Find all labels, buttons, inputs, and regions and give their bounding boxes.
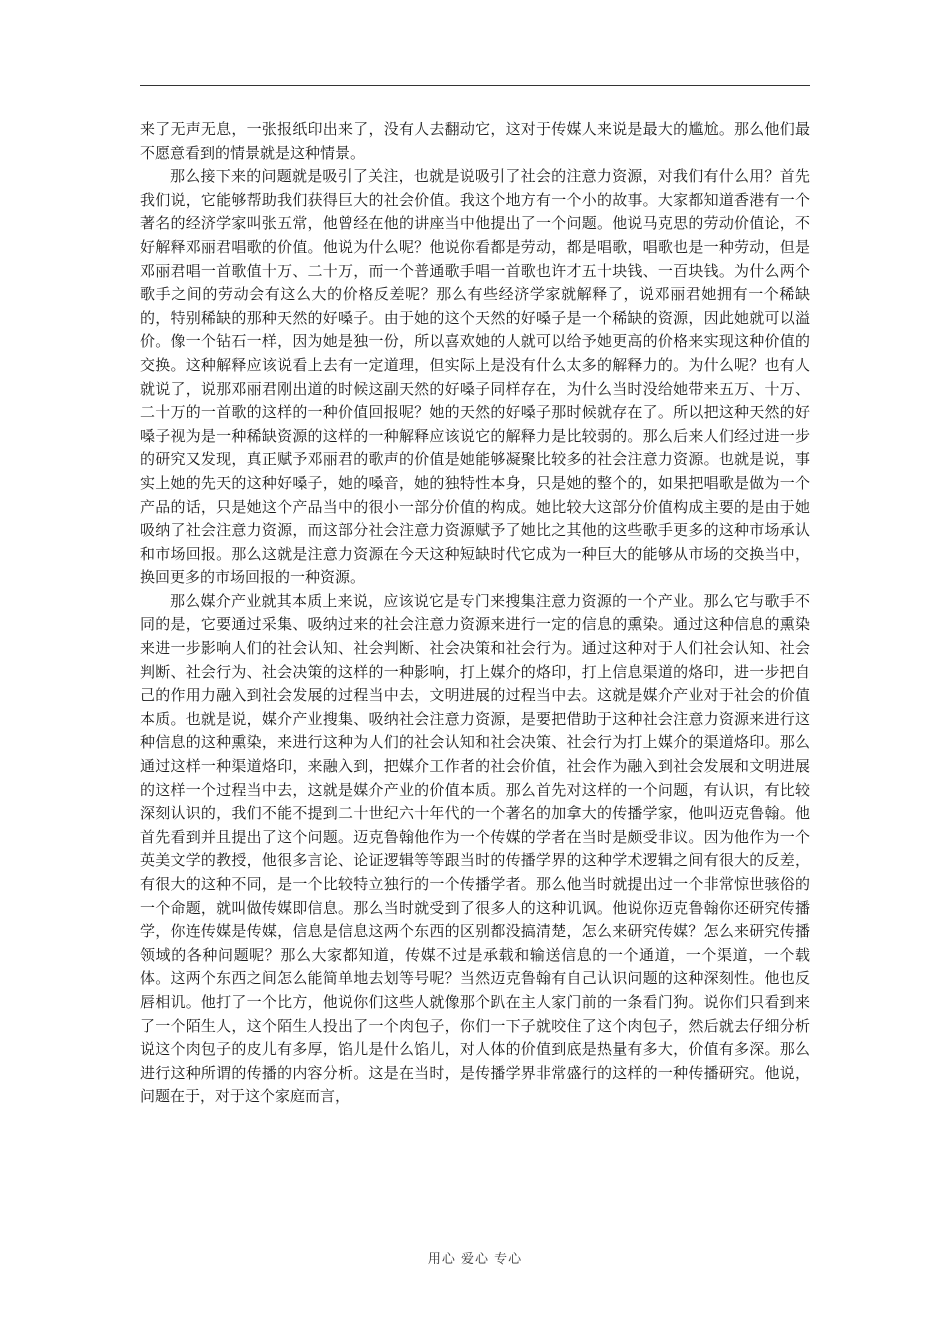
header-rule	[140, 85, 810, 86]
paragraph: 那么接下来的问题就是吸引了关注，也就是说吸引了社会的注意力资源，对我们有什么用？首先我们说，它能够帮助我们获得巨大的社会价值。我这个地方有一个小的故事。大家都知道香港有一个著名的经济学家叫张五常，他曾经在他的讲座当中他提出了一个问题。他说马克思的劳动价值论，不好解释邓丽君唱歌的价值。他说为什么呢？他说你看都是劳动，都是唱歌，唱歌也是一种劳动，但是邓丽君唱一首歌值十万、二十万，而一个普通歌手唱一首歌也许才五十块钱、一百块钱。为什么两个歌手之间的劳动会有这么大的价格反差呢？那么有些经济学家就解释了，说邓丽君她拥有一个稀缺的，特别稀缺的那种天然的好嗓子。由于她的这个天然的好嗓子是一个稀缺的资源，因此她就可以溢价。像一个钻石一样，因为她是独一份，所以喜欢她的人就可以给予她更高的价格来实现这种价值的交换。这种解释应该说看上去有一定道理，但实际上是没有什么太多的解释力的。为什么呢？也有人就说了，说那邓丽君刚出道的时候这副天然的好嗓子同样存在，为什么当时没给她带来五万、十万、二十万的一首歌的这样的一种价值回报呢？她的天然的好嗓子那时候就存在了。所以把这种天然的好嗓子视为是一种稀缺资源的这样的一种解释应该说它的解释力是比较弱的。那么后来人们经过进一步的研究又发现，真正赋予邓丽君的歌声的价值是她能够凝聚比较多的社会注意力资源。也就是说，事实上她的先天的这种好嗓子，她的嗓音，她的独特性本身，只是她的整个的，如果把唱歌是做为一个产品的话，只是她这个产品当中的很小一部分价值的构成。她比较大这部分价值构成主要的是由于她吸纳了社会注意力资源，而这部分社会注意力资源赋予了她比之其他的这些歌手更多的这种市场承认和市场回报。那么这就是注意力资源在今天这种短缺时代它成为一种巨大的能够从市场的交换当中，换回更多的市场回报的一种资源。	[140, 167, 810, 587]
paragraph: 那么媒介产业就其本质上来说，应该说它是专门来搜集注意力资源的一个产业。那么它与歌手不同的是，它要通过采集、吸纳过来的社会注意力资源来进行一定的信息的熏染。通过这种信息的熏染来进一步影响人们的社会认知、社会判断、社会决策和社会行为。通过这种对于人们社会认知、社会判断、社会行为、社会决策的这样的一种影响，打上媒介的烙印，打上信息渠道的烙印，进一步把自己的作用力融入到社会发展的过程当中去，文明进展的过程当中去。这就是媒介产业对于社会的价值本质。也就是说，媒介产业搜集、吸纳社会注意力资源，是要把借助于这种社会注意力资源来进行这种信息的这种熏染，来进行这种为人们的社会认知和社会决策、社会行为打上媒介的渠道烙印。那么通过这样一种渠道烙印，来融入到，把媒介工作者的社会价值，社会作为融入到社会发展和文明进展的这样一个过程当中去，这就是媒介产业的价值本质。那么首先对这样的一个问题，有认识，有比较深刻认识的，我们不能不提到二十世纪六十年代的一个著名的加拿大的传播学家，他叫迈克鲁翰。他首先看到并且提出了这个问题。迈克鲁翰他作为一个传媒的学者在当时是颇受非议。因为他作为一个英美文学的教授，他很多言论、论证逻辑等等跟当时的传播学界的这种学术逻辑之间有很大的反差，有很大的这种不同，是一个比较特立独行的一个传播学者。那么他当时就提出过一个非常惊世骇俗的一个命题，就叫做传媒即信息。那么当时就受到了很多人的这种讥讽。他说你迈克鲁翰你还研究传播学，你连传媒是传媒，信息是信息这两个东西的区别都没搞清楚，怎么来研究传媒？怎么来研究传播领域的各种问题呢？那么大家都知道，传媒不过是承载和输送信息的一个通道，一个渠道，一个载体。这两个东西之间怎么能简单地去划等号呢？当然迈克鲁翰有自己认识问题的这种深刻性。他也反唇相讥。他打了一个比方，他说你们这些人就像那个趴在主人家门前的一条看门狗。说你们只看到来了一个陌生人，这个陌生人投出了一个肉包子，你们一下子就咬住了这个肉包子，然后就去仔细分析说这个肉包子的皮儿有多厚，馅儿是什么馅儿，对人体的价值到底是热量有多大，价值有多深。那么进行这种所谓的传播的内容分析。这是在当时，是传播学界非常盛行的这样的一种传播研究。他说，问题在于，对于这个家庭而言，	[140, 591, 810, 1106]
page-footer: 用心 爱心 专心	[427, 1252, 523, 1267]
paragraph: 来了无声无息，一张报纸印出来了，没有人去翻动它，这对于传媒人来说是最大的尴尬。那么他们最不愿意看到的情景就是这种情景。	[140, 120, 810, 162]
body-text	[140, 118, 810, 1109]
